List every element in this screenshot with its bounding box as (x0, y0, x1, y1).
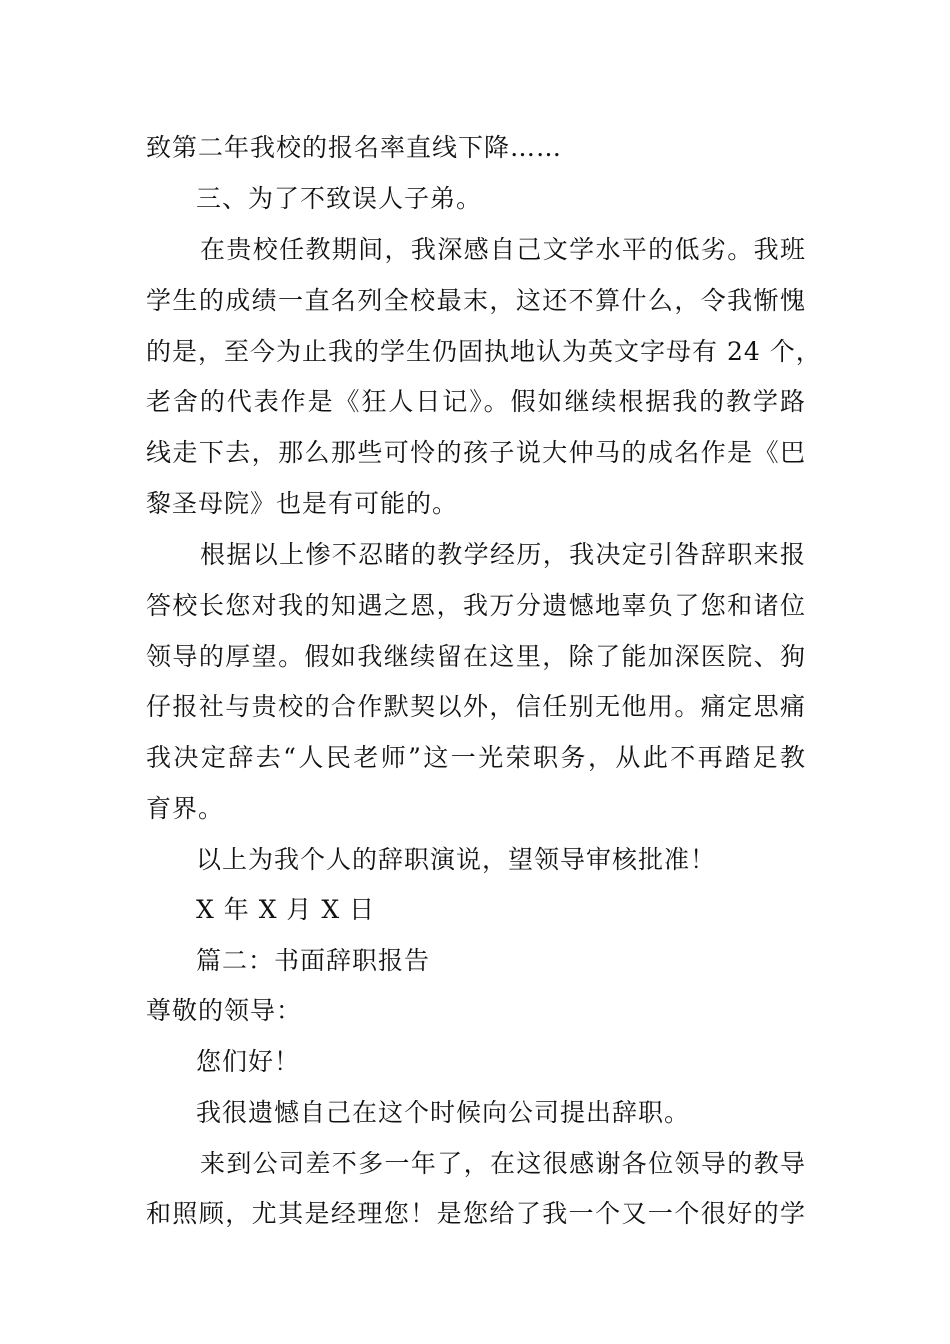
greeting: 您们好！ (196, 1047, 301, 1076)
text-line: 在贵校任教期间，我深感自己文学水平的低劣。我班 (200, 235, 806, 264)
text-line: 老舍的代表作是《狂人日记》。假如继续根据我的教学路 (146, 387, 806, 416)
text-line: 和照顾，尤其是经理您！是您给了我一个又一个很好的学 (146, 1199, 806, 1228)
text-line: 育界。 (146, 794, 225, 823)
text-line: 黎圣母院》也是有可能的。 (146, 489, 459, 518)
text-line: 领导的厚望。假如我继续留在这里，除了能加深医院、狗 (146, 642, 806, 671)
text-line: 以上为我个人的辞职演说，望领导审核批准！ (196, 845, 717, 874)
text-line: 仔报社与贵校的合作默契以外，信任别无他用。痛定思痛 (146, 692, 806, 721)
text-line: 学生的成绩一直名列全校最末，这还不算什么，令我惭愧 (146, 286, 806, 315)
text-line: 的是，至今为止我的学生仍固执地认为英文字母有 24 个， (146, 337, 822, 366)
text-line: 答校长您对我的知遇之恩，我万分遗憾地辜负了您和诸位 (146, 591, 806, 620)
salutation: 尊敬的领导： (146, 996, 303, 1025)
text-line: 根据以上惨不忍睹的教学经历，我决定引咎辞职来报 (200, 540, 806, 569)
text-line: 我很遗憾自己在这个时候向公司提出辞职。 (196, 1098, 691, 1127)
text-line: 来到公司差不多一年了，在这很感谢各位领导的教导 (200, 1149, 806, 1178)
section-heading: 三、为了不致误人子弟。 (196, 184, 483, 213)
text-line: 致第二年我校的报名率直线下降…… (146, 133, 563, 162)
date-line: X 年 X 月 X 日 (196, 895, 376, 924)
section-title: 篇二：书面辞职报告 (196, 946, 431, 975)
text-line: 线走下去，那么那些可怜的孩子说大仲马的成名作是《巴 (146, 438, 806, 467)
text-line: 我决定辞去“人民老师”这一光荣职务，从此不再踏足教 (146, 743, 806, 772)
